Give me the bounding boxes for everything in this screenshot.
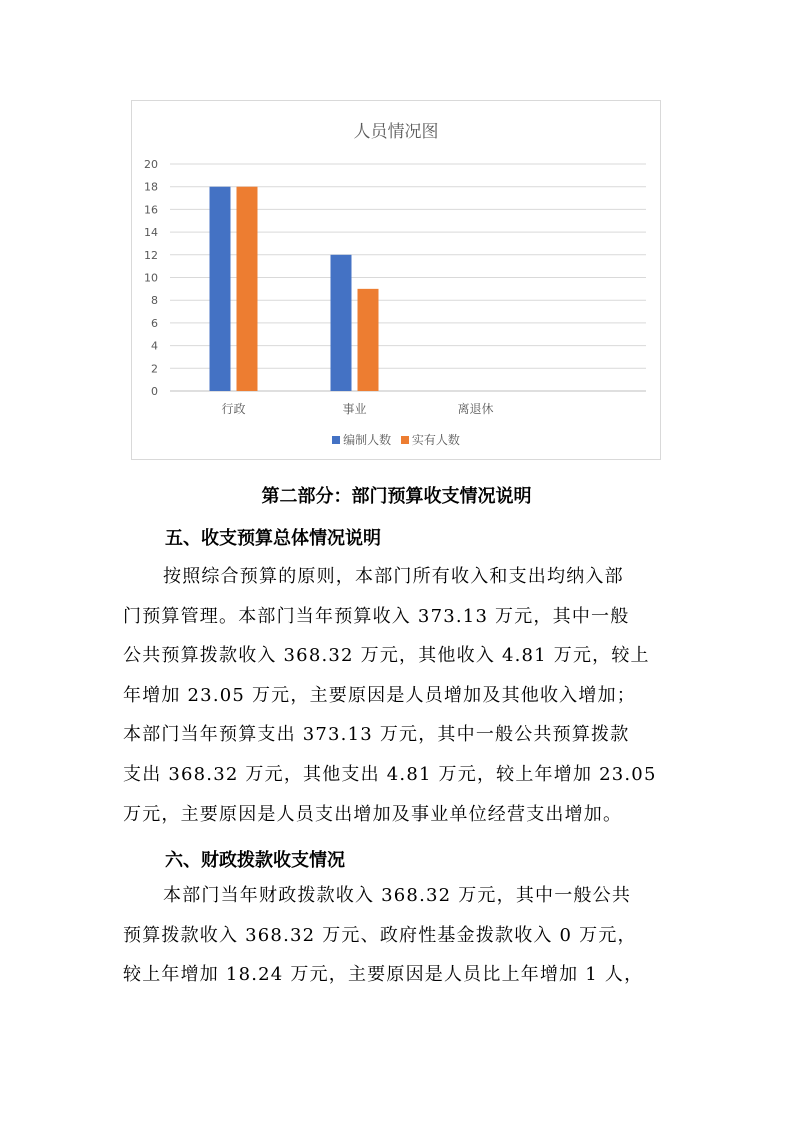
bar [358,289,379,391]
y-tick-label: 2 [151,362,158,376]
paragraph-line: 按照综合预算的原则，本部门所有收入和支出均纳入部 [163,566,624,587]
y-tick-label: 20 [144,158,158,171]
paragraph-line: 公共预算拨款收入 368.32 万元，其他收入 4.81 万元，较上 [123,645,650,667]
paragraph-line: 年增加 23.05 万元，主要原因是人员增加及其他收入增加； [123,684,636,706]
section-five-paragraph [123,557,683,834]
bar [210,187,231,391]
y-tick-label: 18 [144,180,158,194]
legend-swatch-shiyou [401,436,409,444]
x-category-label: 行政 [221,402,246,416]
paragraph-line: 支出 368.32 万元，其他支出 4.81 万元，较上年增加 23.05 [123,763,657,785]
x-category-label: 事业 [342,402,367,416]
paragraph-line: 本部门当年财政拨款收入 368.32 万元，其中一般公共 [163,885,632,906]
chart-plot [132,101,662,461]
y-tick-label: 8 [151,294,158,308]
section-six-paragraph [123,876,683,995]
x-category-label: 离退休 [457,402,494,416]
y-tick-label: 6 [151,316,158,330]
legend-item-bianzhi [332,431,391,448]
chart-title: 人员情况图 [353,122,439,142]
legend-item-shiyou [401,431,460,448]
paragraph-line: 门预算管理。本部门当年预算收入 373.13 万元，其中一般 [123,605,630,627]
paragraph-line: 本部门当年预算支出 373.13 万元，其中一般公共预算拨款 [123,724,630,746]
y-tick-label: 0 [151,385,158,398]
paragraph-line: 预算拨款收入 368.32 万元、政府性基金拨款收入 0 万元， [123,924,637,946]
legend-swatch-bianzhi [332,436,340,444]
paragraph-line: 万元，主要原因是人员支出增加及事业单位经营支出增加。 [123,803,623,825]
part-two-heading: 第二部分：部门预算收支情况说明 [261,486,532,507]
y-tick-label: 10 [144,271,158,285]
y-tick-label: 4 [151,339,158,353]
staffing-chart [131,100,661,460]
bar [331,255,352,391]
chart-legend [132,431,660,448]
y-tick-label: 16 [144,203,158,217]
legend-label-bianzhi: 编制人数 [343,433,392,447]
section-six-heading: 六、财政拨款收支情况 [165,850,345,871]
y-tick-label: 14 [144,226,158,240]
bar [237,187,258,391]
legend-label-shiyou: 实有人数 [411,433,460,447]
y-tick-label: 12 [144,248,158,262]
paragraph-line: 较上年增加 18.24 万元，主要原因是人员比上年增加 1 人， [123,964,644,986]
section-five-heading: 五、收支预算总体情况说明 [165,528,381,549]
